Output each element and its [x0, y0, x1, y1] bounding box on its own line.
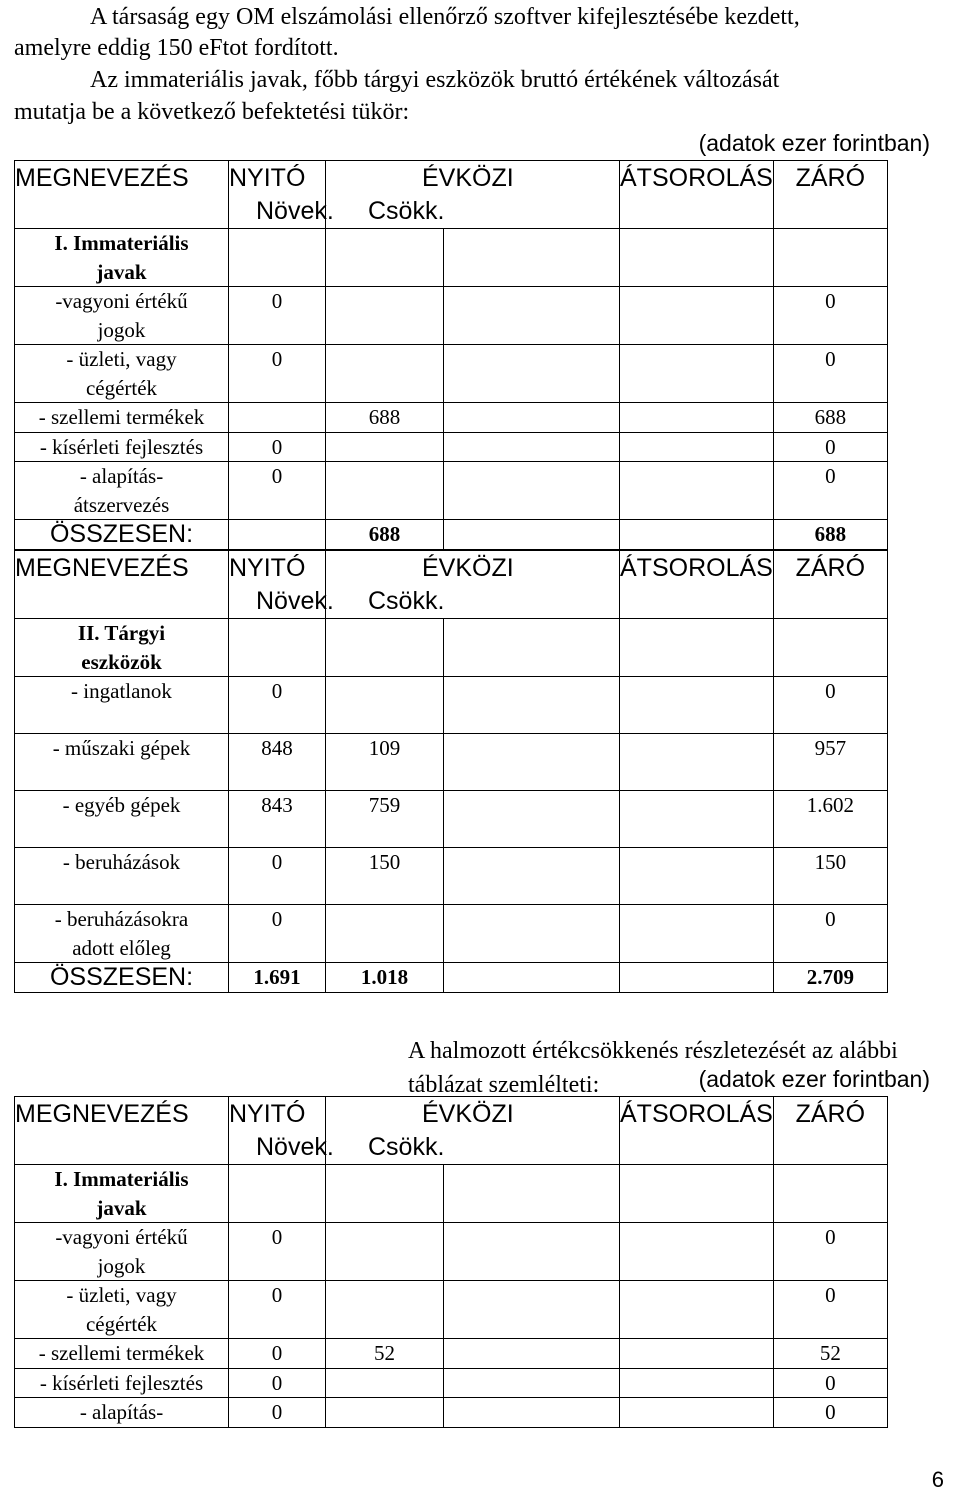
header-transfer: ÁTSOROLÁS: [620, 554, 773, 582]
row-label-line: - kísérleti fejlesztés: [39, 434, 204, 459]
header-transfer: ÁTSOROLÁS: [620, 164, 773, 192]
header-close: ZÁRÓ: [795, 554, 866, 582]
total-label: ÖSSZESEN:: [49, 963, 194, 991]
header-during: ÉVKÖZI: [422, 554, 514, 582]
row-label: [15, 403, 228, 432]
cell-close: 150: [814, 850, 847, 874]
cell-open: 0: [271, 434, 283, 459]
table-depreciation: [14, 1096, 888, 1428]
table-intangible: [14, 160, 888, 550]
section-label: [15, 229, 228, 286]
row-label-line: - alapítás-: [79, 1400, 164, 1424]
cell-close: 957: [814, 736, 847, 760]
header-close: ZÁRÓ: [795, 1100, 866, 1128]
header-decrease: Csökk.: [368, 1133, 445, 1161]
intro-line-1: A társaság egy OM elszámolási ellenőrző szoftver kifejlesztésébe kezdett,: [90, 4, 800, 30]
row-label-line: cégérték: [85, 1311, 158, 1336]
table-row: [15, 1339, 888, 1369]
table-row: [15, 287, 888, 345]
cell-increase: 688: [368, 405, 401, 429]
cell-open: 0: [271, 464, 283, 488]
header-open: NYITÓ: [229, 1100, 306, 1128]
header-close: ZÁRÓ: [795, 164, 866, 192]
section-label-line: II. Tárgyi: [77, 621, 166, 645]
table-row: [15, 791, 888, 848]
row-label-line: - műszaki gépek: [52, 736, 191, 760]
total-close: 688: [814, 522, 847, 546]
row-label: [15, 462, 228, 519]
row-label: [15, 791, 228, 820]
row-label-line: átszervezés: [73, 492, 170, 517]
table-row: [15, 1398, 888, 1428]
section-label-line: I. Immateriális: [54, 1167, 189, 1191]
section-row: [15, 229, 888, 287]
row-label-line: -vagyoni értékű: [55, 289, 188, 313]
cell-open: 0: [271, 1400, 283, 1424]
table-row: [15, 734, 888, 791]
cell-close: 52: [819, 1341, 841, 1365]
cell-increase: 759: [368, 793, 401, 817]
table-row: [15, 1223, 888, 1281]
cell-close: 0: [825, 1283, 836, 1307]
row-label-line: - szellemi termékek: [38, 1341, 205, 1365]
section-label-line: javak: [96, 1195, 147, 1220]
table-row: [15, 1281, 888, 1339]
header-name: MEGNEVEZÉS: [15, 554, 189, 582]
cell-open: 0: [271, 1370, 283, 1395]
cell-open: 0: [271, 907, 283, 931]
total-open: 1.691: [253, 965, 301, 989]
row-label-line: cégérték: [85, 375, 158, 400]
row-label-line: -vagyoni értékű: [55, 1225, 188, 1249]
header-increase: Növek.: [256, 197, 334, 225]
cell-close: 0: [825, 907, 836, 931]
header-decrease: Csökk.: [368, 587, 445, 615]
header-during: ÉVKÖZI: [422, 1100, 514, 1128]
table-row: [15, 432, 888, 462]
row-label: [15, 1369, 228, 1398]
section-row: [15, 619, 888, 677]
row-label: [15, 345, 228, 402]
table-row: [15, 677, 888, 734]
row-label-line: - üzleti, vagy: [66, 1283, 177, 1307]
row-label: [15, 1281, 228, 1338]
cell-open: 848: [261, 736, 293, 760]
header-decrease: Csökk.: [368, 197, 445, 225]
row-label: [15, 848, 228, 877]
intro-line-4: mutatja be a következő befektetési tükör:: [14, 99, 410, 125]
intro-line-2: amelyre eddig 150 eFtot fordított.: [14, 35, 339, 61]
cell-open: 0: [271, 1225, 283, 1249]
table-row: [15, 462, 888, 520]
cell-open: 0: [271, 850, 283, 874]
row-label-line: adott előleg: [72, 935, 171, 960]
unit-note-2: (adatok ezer forintban): [698, 1066, 930, 1092]
row-label-line: - szellemi termékek: [38, 405, 205, 429]
total-row: [15, 963, 888, 993]
cell-close: 0: [825, 289, 836, 313]
total-close: 2.709: [806, 965, 854, 989]
row-label-line: - ingatlanok: [71, 679, 172, 703]
table-row: [15, 345, 888, 403]
row-label: [15, 677, 228, 706]
section-label-line: I. Immateriális: [54, 231, 189, 255]
row-label: [15, 287, 228, 344]
cell-close: 0: [825, 347, 836, 371]
table-row: [15, 1368, 888, 1398]
section-label: [15, 619, 228, 676]
header-name: MEGNEVEZÉS: [15, 1100, 189, 1128]
page-number: 6: [931, 1467, 944, 1492]
row-label: [15, 905, 228, 962]
row-label-line: jogok: [97, 1253, 146, 1278]
row-label-line: - egyéb gépek: [62, 793, 181, 817]
cell-open: 0: [271, 347, 283, 371]
cell-increase: 150: [368, 850, 401, 874]
header-increase: Növek.: [256, 587, 334, 615]
cell-open: 0: [271, 679, 283, 703]
depreciation-intro: A halmozott értékcsökkenés részletezését az alábbi táblázat szemlélteti:: [408, 1038, 898, 1098]
total-increase: 688: [368, 522, 401, 546]
header-transfer: ÁTSOROLÁS: [620, 1100, 773, 1128]
header-name: MEGNEVEZÉS: [15, 164, 189, 192]
total-increase: 1.018: [360, 965, 409, 989]
total-row: [15, 520, 888, 550]
row-label-line: - üzleti, vagy: [66, 347, 177, 371]
header-open: NYITÓ: [229, 164, 306, 192]
row-label: [15, 1339, 228, 1368]
cell-close: 0: [825, 1370, 836, 1395]
cell-open: 0: [271, 1341, 283, 1365]
table-tangible: [14, 550, 888, 993]
row-label: [15, 1223, 228, 1280]
row-label-line: - kísérleti fejlesztés: [39, 1370, 204, 1395]
row-label: [15, 433, 228, 462]
cell-open: 0: [271, 289, 283, 313]
header-row: [15, 161, 888, 229]
intro-line-3: Az immateriális javak, főbb tárgyi eszközök bruttó értékének változását: [90, 67, 780, 93]
header-during: ÉVKÖZI: [422, 164, 514, 192]
header-increase: Növek.: [256, 1133, 334, 1161]
section-label: [15, 1165, 228, 1222]
header-row: [15, 551, 888, 619]
cell-increase: 52: [374, 1341, 395, 1365]
cell-close: 0: [825, 1400, 836, 1424]
section-label-line: eszközök: [81, 649, 162, 674]
cell-open: 843: [261, 793, 293, 817]
cell-close: 0: [825, 679, 836, 703]
row-label-line: - beruházások: [62, 850, 181, 874]
cell-close: 0: [825, 434, 836, 459]
total-label: ÖSSZESEN:: [49, 520, 194, 548]
section-label-line: javak: [96, 259, 147, 284]
header-open: NYITÓ: [229, 554, 306, 582]
cell-close: 0: [825, 1225, 836, 1249]
section-row: [15, 1165, 888, 1223]
table-row: [15, 403, 888, 433]
cell-close: 0: [825, 464, 836, 488]
table-row: [15, 905, 888, 963]
table-row: [15, 848, 888, 905]
cell-increase: 109: [368, 736, 401, 760]
row-label-line: jogok: [97, 317, 146, 342]
row-label-line: - beruházásokra: [54, 907, 189, 931]
cell-open: 0: [271, 1283, 283, 1307]
row-label-line: - alapítás-: [79, 464, 164, 488]
cell-close: 1.602: [806, 793, 854, 817]
unit-note-1: (adatok ezer forintban): [698, 130, 930, 156]
row-label: [15, 1398, 228, 1427]
header-row: [15, 1097, 888, 1165]
row-label: [15, 734, 228, 763]
cell-close: 688: [814, 405, 847, 429]
